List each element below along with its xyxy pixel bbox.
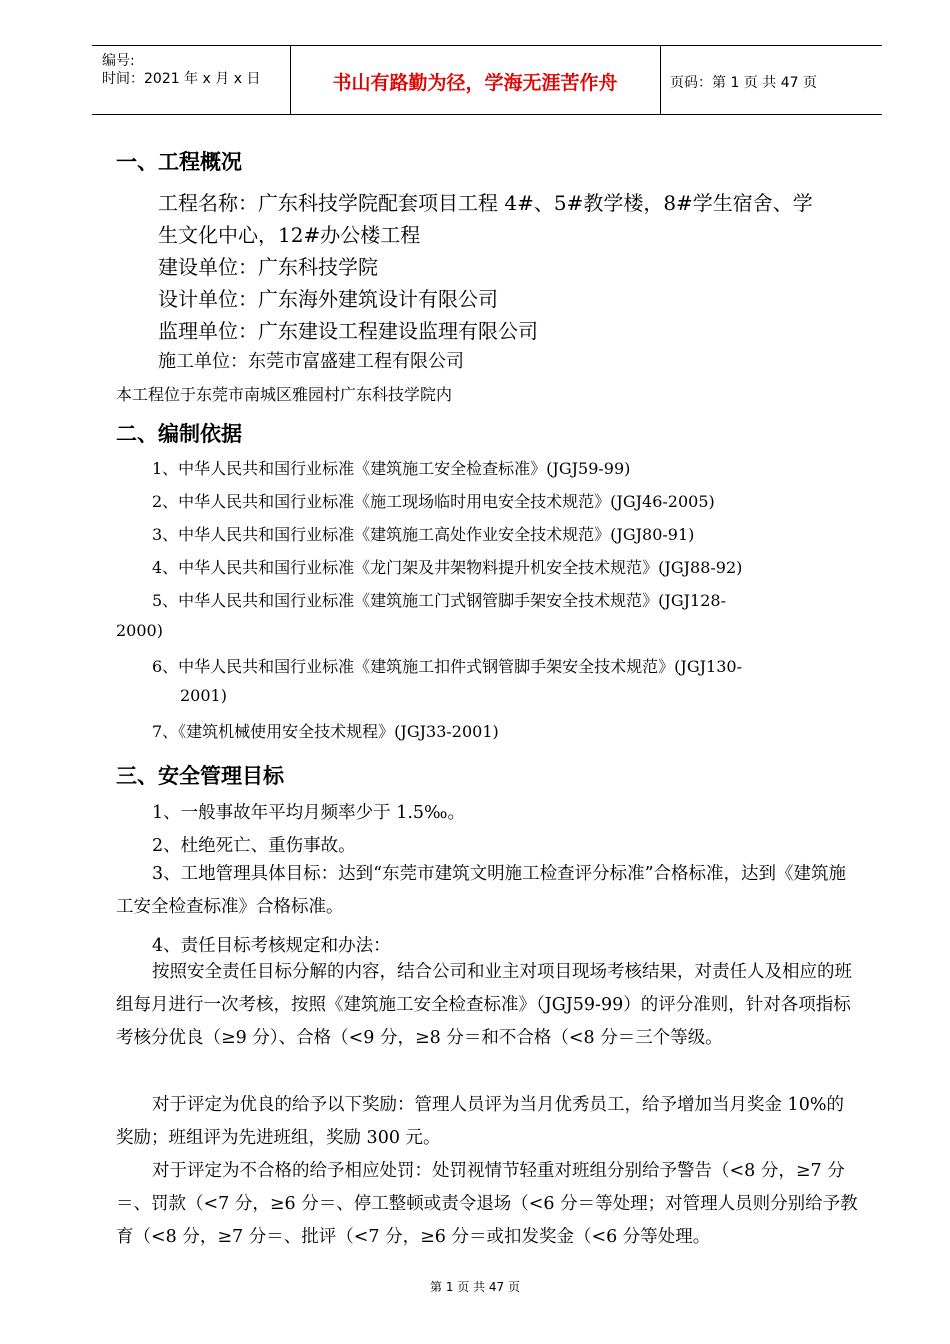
goal-item-4: 4、责任目标考核规定和办法：: [152, 936, 391, 956]
reward-paragraph: 对于评定为优良的给予以下奖励：管理人员评为当月优秀员工，给予增加当月奖金 10%的奖励；班组评为先进班组，奖励 300 元。: [116, 1095, 844, 1148]
contractor-unit: 施工单位：东莞市富盛建工程有限公司: [158, 351, 464, 372]
project-name-line-2: 生文化中心，12#办公楼工程: [158, 223, 421, 247]
goal-item-2: 2、杜绝死亡、重伤事故。: [152, 836, 356, 856]
basis-item-5: 5、中华人民共和国行业标准《建筑施工门式钢管脚手架安全技术规范》(JGJ128-: [152, 591, 726, 610]
basis-item-6: 6、中华人民共和国行业标准《建筑施工扣件式钢管脚手架安全技术规范》(JGJ130-: [152, 657, 742, 676]
header-right-cell: [660, 46, 882, 114]
header-middle-cell: [290, 46, 661, 114]
header-left-cell: [92, 46, 291, 114]
header-motto: 书山有路勤为径，学海无涯苦作舟: [332, 72, 618, 94]
project-location: 本工程位于东莞市南城区雅园村广东科技学院内: [116, 385, 453, 404]
section-2-heading: 二、编制依据: [116, 422, 242, 446]
builder-unit: 建设单位：广东科技学院: [158, 255, 378, 279]
header-page-number: 页码：第 1 页 共 47 页: [670, 75, 817, 91]
basis-item-6-continued: 2001): [180, 686, 227, 705]
document-number-label: 编号:: [102, 53, 135, 69]
section-3-heading: 三、安全管理目标: [116, 764, 284, 788]
basis-item-7: 7、《建筑机械使用安全技术规程》(JGJ33-2001): [152, 722, 499, 741]
basis-item-4: 4、中华人民共和国行业标准《龙门架及井架物料提升机安全技术规范》(JGJ88-92): [152, 558, 743, 577]
basis-item-3: 3、中华人民共和国行业标准《建筑施工高处作业安全技术规范》(JGJ80-91): [152, 525, 695, 544]
basis-item-2: 2、中华人民共和国行业标准《施工现场临时用电安全技术规范》(JGJ46-2005): [152, 492, 715, 511]
penalty-paragraph: 对于评定为不合格的给予相应处罚：处罚视情节轻重对班组分别给予警告（<8 分，≥7 分＝、罚款（<7 分，≥6 分＝、停工整顿或责令退场（<6 分＝等处理；对管理人员则分别给予教育（<8 分，≥7 分＝、批评（<7 分，≥6 分＝或扣发奖金（<6 分等处理。: [116, 1161, 858, 1247]
document-time-label: 时间：2021 年 x 月 x 日: [102, 71, 261, 87]
goal-item-1: 1、一般事故年平均月频率少于 1.5‰。: [152, 803, 466, 823]
goal-item-3: 3、工地管理具体目标：达到“东莞市建筑文明施工检查评分标准”合格标准，达到《建筑施工安全检查标准》合格标准。: [116, 864, 847, 917]
page-footer: 第 1 页 共 47 页: [430, 1280, 520, 1294]
project-name-line-1: 工程名称：广东科技学院配套项目工程 4#、5#教学楼，8#学生宿舍、学: [158, 191, 813, 215]
page-header: [92, 45, 882, 115]
assessment-paragraph: 按照安全责任目标分解的内容，结合公司和业主对项目现场考核结果，对责任人及相应的班组每月进行一次考核，按照《建筑施工安全检查标准》（JGJ59-99）的评分准则，针对各项指标考核分优良（≥9 分）、合格（<9 分，≥8 分＝和不合格（<8 分＝三个等级。: [116, 962, 852, 1048]
supervisor-unit: 监理单位：广东建设工程建设监理有限公司: [158, 319, 538, 343]
section-1-heading: 一、工程概况: [116, 150, 242, 174]
basis-item-5-continued: 2000): [116, 621, 163, 640]
basis-item-1: 1、中华人民共和国行业标准《建筑施工安全检查标准》(JGJ59-99): [152, 459, 631, 478]
designer-unit: 设计单位：广东海外建筑设计有限公司: [158, 287, 498, 311]
